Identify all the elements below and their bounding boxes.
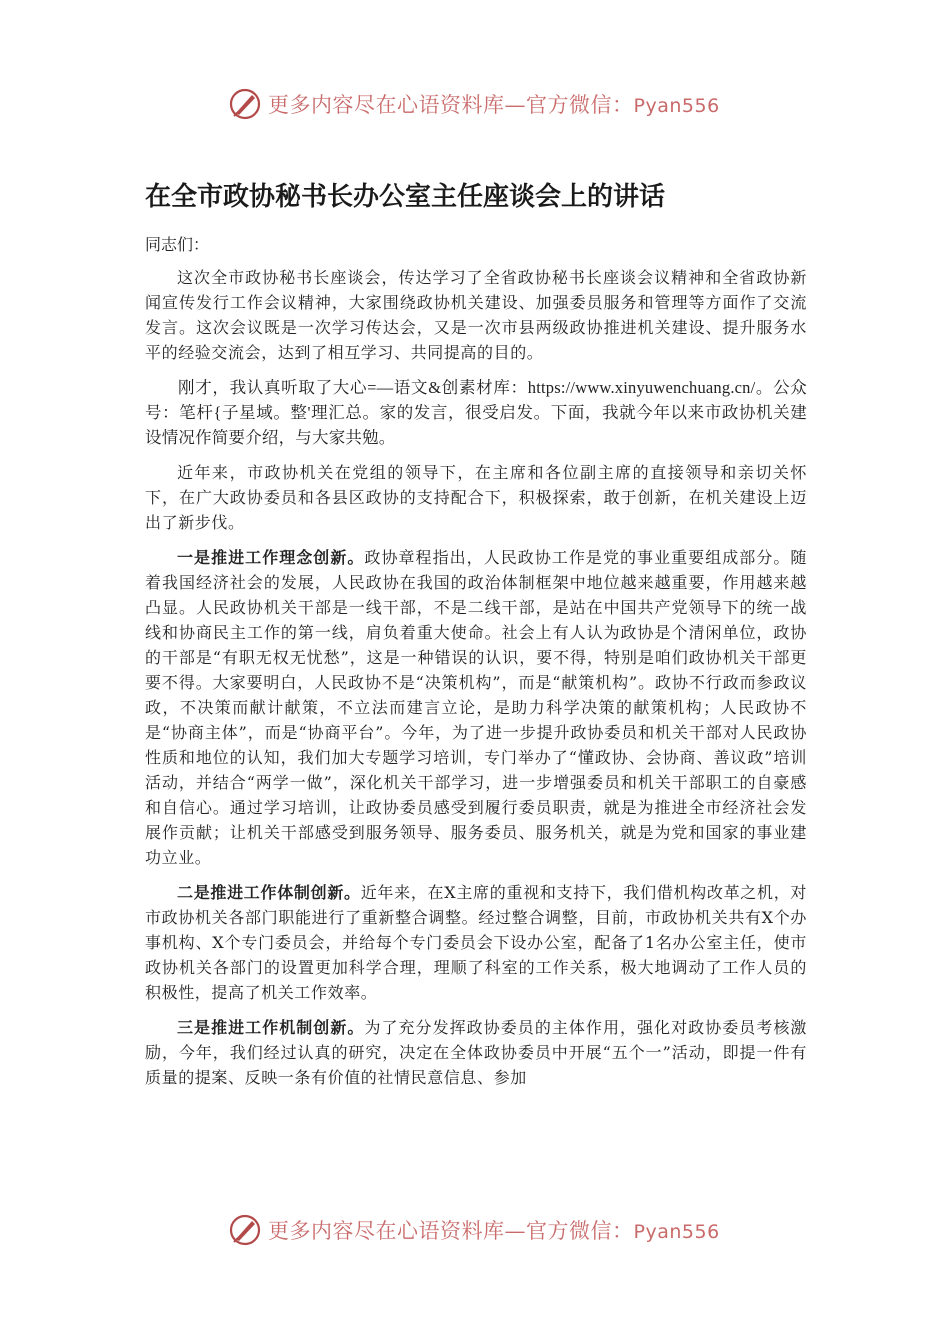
header-banner: [228, 84, 748, 124]
paragraph-lead: 一是推进工作理念创新。: [177, 548, 365, 567]
quill-pen-logo-icon: [228, 87, 262, 121]
page-title: 在全市政协秘书长办公室主任座谈会上的讲话: [145, 182, 666, 212]
paragraph: [145, 375, 807, 450]
banner-text: 更多内容尽在心语资料库—官方微信：Pyan556: [268, 1219, 720, 1243]
paragraph-lead: 二是推进工作体制创新。: [177, 883, 361, 902]
paragraph-text: 刚才，我认真听取了大心=—语文&创素材库：https://www.xinyuwenchuang.cn/。公众号：笔杆{子星域。整'理汇总。家的发言，很受启发。下面，我就今年以来市政协机关建设情况作简要介绍，与大家共勉。: [145, 378, 807, 447]
salutation: 同志们：: [145, 235, 210, 254]
paragraph-lead: 三是推进工作机制创新。: [177, 1018, 365, 1037]
banner-wechat-id: Pyan556: [633, 95, 720, 117]
paragraph: [145, 545, 807, 870]
paragraph-text: 近年来，在X主席的重视和支持下，我们借机构改革之机，对市政协机关各部门职能进行了重新整合调整。经过整合调整，目前，市政协机关共有X个办事机构、X个专门委员会，并给每个专门委员会下设办公室，配备了1名办公室主任，使市政协机关各部门的设置更加科学合理，理顺了科室的工作关系，极大地调动了工作人员的积极性，提高了机关工作效率。: [145, 883, 807, 1002]
banner-wechat-id: Pyan556: [633, 1221, 720, 1243]
paragraph-text: 近年来，市政协机关在党组的领导下，在主席和各位副主席的直接领导和亲切关怀下，在广大政协委员和各县区政协的支持配合下，积极探索，敢于创新，在机关建设上迈出了新步伐。: [145, 463, 807, 532]
quill-pen-logo-icon: [228, 1213, 262, 1247]
footer-banner: [228, 1210, 748, 1250]
paragraph: [145, 460, 807, 535]
paragraph: [145, 880, 807, 1005]
paragraph-text: 为了充分发挥政协委员的主体作用，强化对政协委员考核激励，今年，我们经过认真的研究，决定在全体政协委员中开展“五个一”活动，即提一件有质量的提案、反映一条有价值的社情民意信息、参加: [145, 1018, 807, 1087]
paragraph-list: [145, 265, 807, 1090]
paragraph: [145, 1015, 807, 1090]
paragraph: [145, 265, 807, 365]
document-body: [145, 232, 807, 1100]
paragraph-text: 这次全市政协秘书长座谈会，传达学习了全省政协秘书长座谈会议精神和全省政协新闻宣传发行工作会议精神，大家围绕政协机关建设、加强委员服务和管理等方面作了交流发言。这次会议既是一次学习传达会，又是一次市县两级政协推进机关建设、提升服务水平的经验交流会，达到了相互学习、共同提高的目的。: [145, 268, 807, 362]
banner-text: 更多内容尽在心语资料库—官方微信：Pyan556: [268, 93, 720, 117]
paragraph-text: 政协章程指出，人民政协工作是党的事业重要组成部分。随着我国经济社会的发展，人民政协在我国的政治体制框架中地位越来越重要，作用越来越凸显。人民政协机关干部是一线干部，不是二线干部，是站在中国共产党领导下的统一战线和协商民主工作的第一线，肩负着重大使命。社会上有人认为政协是个清闲单位，政协的干部是“有职无权无忧愁”，这是一种错误的认识，要不得，特别是咱们政协机关干部更要不得。大家要明白，人民政协不是“决策机构”，而是“献策机构”。政协不行政而参政议政，不决策而献计献策，不立法而建言立论，是助力科学决策的献策机构；人民政协不是“协商主体”，而是“协商平台”。今年，为了进一步提升政协委员和机关干部对人民政协性质和地位的认知，我们加大专题学习培训，专门举办了“懂政协、会协商、善议政”培训活动，并结合“两学一做”，深化机关干部学习，进一步增强委员和机关干部职工的自豪感和自信心。通过学习培训，让政协委员感受到履行委员职责，就是为推进全市经济社会发展作贡献；让机关干部感受到服务领导、服务委员、服务机关，就是为党和国家的事业建功立业。: [145, 548, 807, 867]
